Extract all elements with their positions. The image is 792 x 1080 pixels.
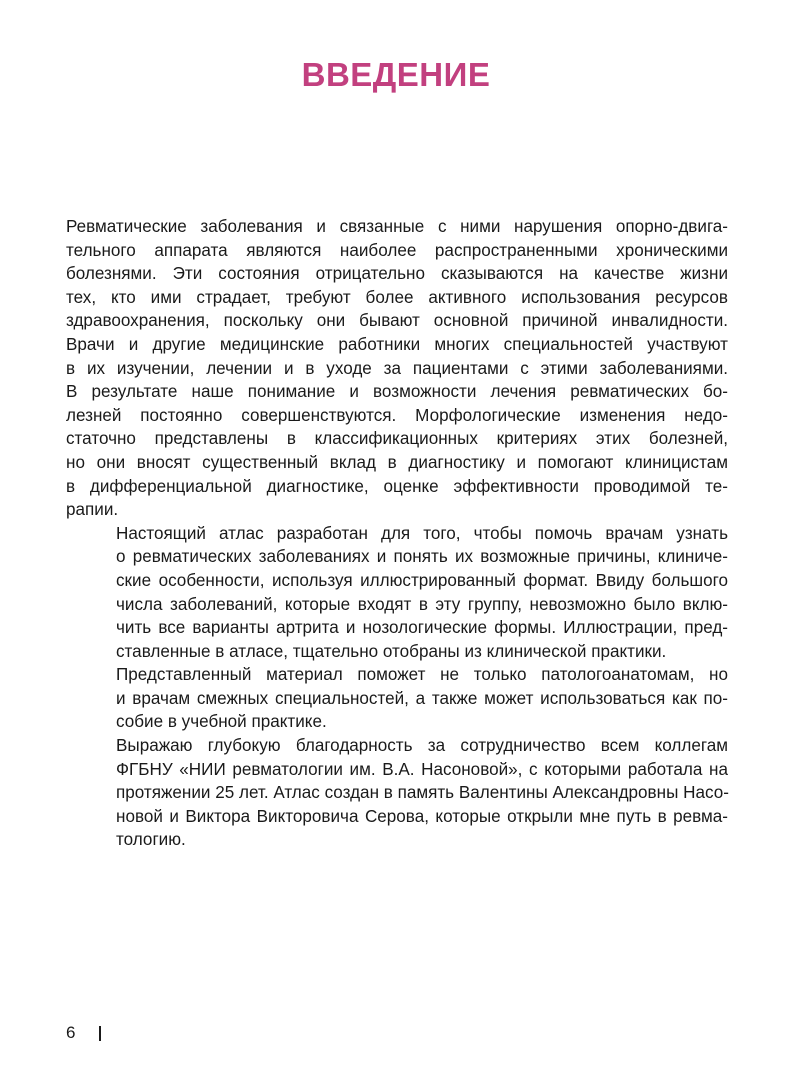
text-line: Ревматические заболевания и связанные с ними нарушения опорно-двига- — [66, 217, 728, 236]
text-line: чить все варианты артрита и нозологические формы. Иллюстрации, пред- — [116, 618, 728, 638]
text-line: собие в учебной практике. — [116, 712, 327, 732]
text-line: и врачам смежных специальностей, а также может использоваться как по- — [116, 688, 728, 708]
text-line: Представленный материал поможет не только патологоанатомам, но — [116, 665, 728, 685]
text-line: Врачи и другие медицинские работники многих специальностей участвуют — [66, 334, 728, 354]
text-line: В результате наше понимание и возможности лечения ревматических бо- — [66, 382, 728, 402]
paragraph — [66, 522, 728, 664]
text-line: тологию. — [116, 830, 186, 850]
paragraph — [66, 215, 728, 522]
page-number: 6 — [66, 1023, 76, 1042]
body-text — [66, 215, 728, 852]
page-title: ВВЕДЕНИЕ — [301, 56, 491, 93]
text-line: Настоящий атлас разработан для того, чтобы помочь врачам узнать — [116, 523, 728, 543]
text-line: ские особенности, используя иллюстрированный формат. Ввиду большого — [116, 570, 728, 590]
text-line: в дифференциальной диагностике, оценке эффективности проводимой те- — [66, 476, 728, 496]
page-footer — [66, 1023, 101, 1043]
text-line: здравоохранения, поскольку они бывают основной причиной инвалидности. — [66, 311, 728, 331]
text-line: новой и Виктора Викторовича Серова, которые открыли мне путь в ревма- — [116, 806, 728, 826]
text-line: болезнями. Эти состояния отрицательно сказываются на качестве жизни — [66, 264, 728, 284]
text-line: ФГБНУ «НИИ ревматологии им. В.А. Насоновой», с которыми работала на — [116, 759, 728, 779]
text-line: ставленные в атласе, тщательно отобраны из клинической практики. — [116, 641, 667, 661]
text-line: Выражаю глубокую благодарность за сотрудничество всем коллегам — [116, 736, 728, 756]
text-line: в их изучении, лечении и в уходе за пациентами с этими заболеваниями. — [66, 358, 728, 378]
text-line: статочно представлены в классификационных критериях этих болезней, — [66, 429, 728, 449]
text-line: но они вносят существенный вклад в диагностику и помогают клиницистам — [66, 452, 728, 472]
text-line: лезней постоянно совершенствуются. Морфологические изменения недо- — [66, 405, 728, 425]
text-line: протяжении 25 лет. Атлас создан в память Валентины Александровны Насо- — [116, 783, 729, 803]
text-line: рапии. — [66, 500, 119, 520]
text-line: тех, кто ими страдает, требуют более активного использования ресурсов — [66, 287, 728, 307]
text-line: числа заболеваний, которые входят в эту группу, невозможно было вклю- — [116, 594, 728, 614]
text-line: тельного аппарата являются наиболее распространенными хроническими — [66, 240, 728, 260]
text-line: о ревматических заболеваниях и понять их возможные причины, клиниче- — [116, 547, 728, 567]
paragraph — [66, 734, 728, 852]
footer-divider — [99, 1026, 100, 1041]
paragraph — [66, 663, 728, 734]
